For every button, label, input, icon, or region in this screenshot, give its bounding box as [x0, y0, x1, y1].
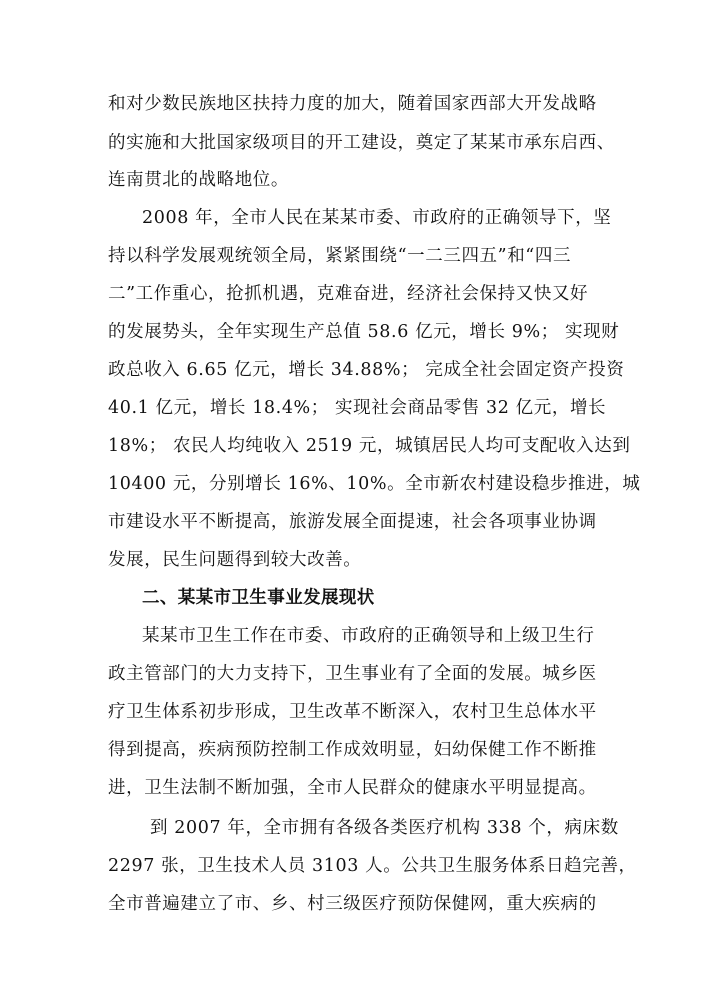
- text-line: 市建设水平不断提高，旅游发展全面提速，社会各项事业协调: [108, 512, 597, 532]
- text-line: 的发展势头，全年实现生产总值 58.6 亿元，增长 9%； 实现财: [108, 322, 620, 342]
- text-line: 10400 元，分别增长 16%、10%。全市新农村建设稳步推进，城: [108, 474, 641, 494]
- text-line: 进，卫生法制不断加强，全市人民群众的健康水平明显提高。: [108, 778, 597, 798]
- text-line: 某某市卫生工作在市委、市政府的正确领导和上级卫生行: [142, 626, 595, 646]
- text-line: 连南贯北的战略地位。: [108, 170, 289, 190]
- text-line: 和对少数民族地区扶持力度的加大，随着国家西部大开发战略: [108, 94, 597, 114]
- text-line: 全市普遍建立了市、乡、村三级医疗预防保健网，重大疾病的: [108, 894, 597, 914]
- text-line: 发展，民生问题得到较大改善。: [108, 550, 362, 570]
- text-line: 的实施和大批国家级项目的开工建设，奠定了某某市承东启西、: [108, 133, 615, 153]
- text-line: 18%； 农民人均纯收入 2519 元，城镇居民人均可支配收入达到: [108, 436, 631, 456]
- text-line: 得到提高，疾病预防控制工作成效明显，妇幼保健工作不断推: [108, 740, 597, 760]
- text-line: 二”工作重心，抢抓机遇，克难奋进，经济社会保持又快又好: [108, 284, 589, 304]
- text-line: 40.1 亿元，增长 18.4%； 实现社会商品零售 32 亿元，增长: [108, 398, 607, 418]
- text-line: 2008 年，全市人民在某某市委、市政府的正确领导下，坚: [142, 208, 612, 228]
- section-heading: 二、某某市卫生事业发展现状: [142, 588, 375, 608]
- text-line: 2297 张，卫生技术人员 3103 人。公共卫生服务体系日趋完善，: [108, 856, 637, 876]
- text-line: 政总收入 6.65 亿元，增长 34.88%； 完成全社会固定资产投资: [108, 360, 625, 380]
- text-line: 疗卫生体系初步形成，卫生改革不断深入，农村卫生总体水平: [108, 702, 597, 722]
- text-line: 政主管部门的大力支持下，卫生事业有了全面的发展。城乡医: [108, 664, 597, 684]
- text-line: 到 2007 年，全市拥有各级各类医疗机构 338 个，病床数: [150, 818, 619, 838]
- text-line: 持以科学发展观统领全局，紧紧围绕“一二三四五”和“四三: [108, 246, 572, 266]
